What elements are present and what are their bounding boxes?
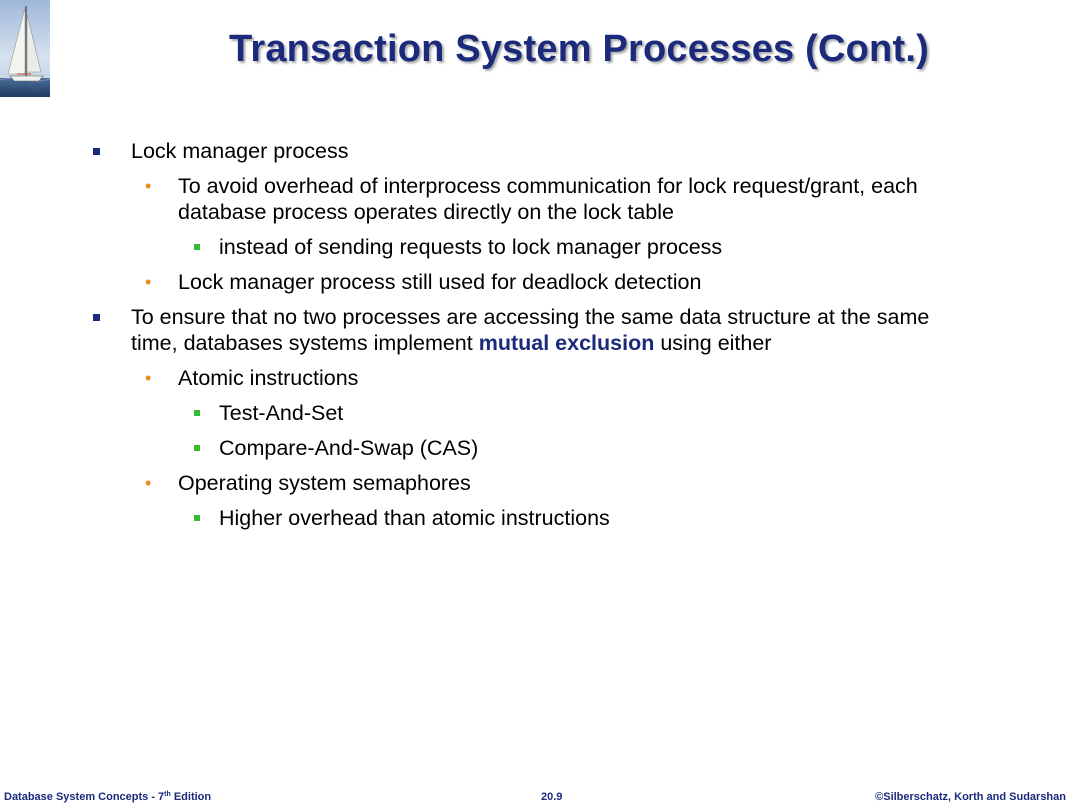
bullet-text: Operating system semaphores xyxy=(178,471,471,495)
sub-bullet-deadlock-detection xyxy=(0,269,1080,295)
bullet-text: instead of sending requests to lock manager process xyxy=(219,235,723,259)
dot-bullet-icon: • xyxy=(145,176,152,196)
bullet-text: Compare-And-Swap (CAS) xyxy=(219,436,479,460)
square-bullet-icon xyxy=(194,445,200,451)
sub-bullet-semaphores xyxy=(0,470,1080,496)
sub-bullet-atomic-instructions xyxy=(0,365,1080,391)
bullet-text: Lock manager process still used for deadlock detection xyxy=(178,270,702,294)
square-bullet-icon xyxy=(194,515,200,521)
square-bullet-icon xyxy=(194,410,200,416)
sub-sub-bullet-higher-overhead xyxy=(0,505,1080,531)
footer-superscript: th xyxy=(164,791,171,798)
slide-body xyxy=(0,138,1080,540)
bullet-text: using either xyxy=(654,331,772,355)
footer-text: Edition xyxy=(170,791,212,803)
dot-bullet-icon: • xyxy=(145,272,152,292)
sub-sub-bullet-instead-sending xyxy=(0,234,1080,260)
dot-bullet-icon: • xyxy=(145,368,152,388)
square-bullet-icon xyxy=(93,148,100,155)
sub-sub-bullet-test-and-set xyxy=(0,400,1080,426)
square-bullet-icon xyxy=(194,244,200,250)
dot-bullet-icon: • xyxy=(145,473,152,493)
bullet-mutual-exclusion xyxy=(0,304,1080,356)
footer-book-title xyxy=(4,790,211,804)
bullet-text: Lock manager process xyxy=(131,139,349,163)
page-number: 20.9 xyxy=(541,791,563,803)
square-bullet-icon xyxy=(93,314,100,321)
slide-title: Transaction System Processes (Cont.) xyxy=(229,28,929,70)
footer-text: Database System Concepts - 7 xyxy=(4,791,165,803)
bullet-text: Atomic instructions xyxy=(178,366,359,390)
bullet-lock-manager xyxy=(0,138,1080,164)
bullet-text: Test-And-Set xyxy=(219,401,344,425)
sailboat-logo-icon xyxy=(0,0,50,97)
bullet-text: Higher overhead than atomic instructions xyxy=(219,506,610,530)
bullet-text: To ensure that no two processes are accessing the same data structure at the same time, databases systems implement xyxy=(131,305,930,355)
sub-bullet-avoid-overhead xyxy=(0,173,1080,225)
emphasis-term: mutual exclusion xyxy=(478,331,655,355)
footer-copyright: ©Silberschatz, Korth and Sudarshan xyxy=(875,791,1066,803)
bullet-text: To avoid overhead of interprocess communication for lock request/grant, each database process operates directly on the lock table xyxy=(178,174,918,224)
sub-sub-bullet-compare-and-swap xyxy=(0,435,1080,461)
